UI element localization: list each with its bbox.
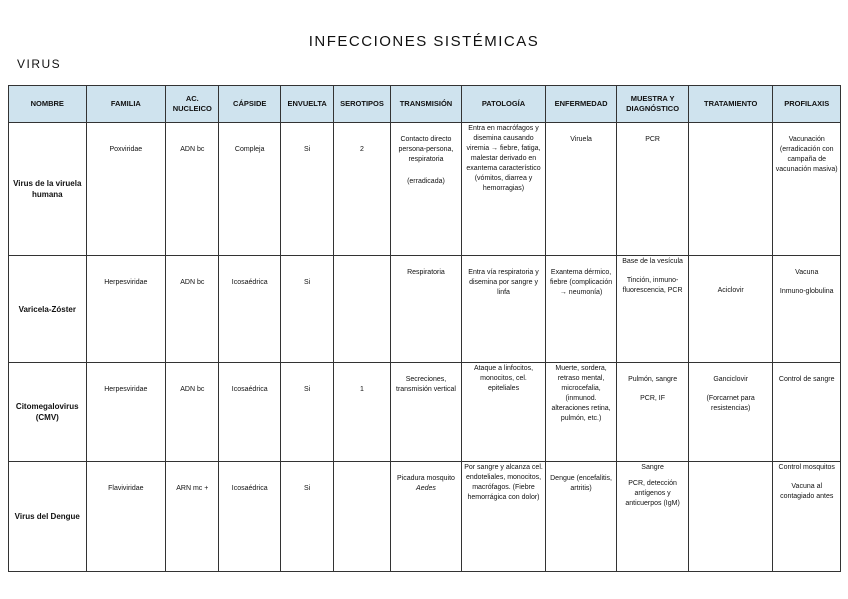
cell-acido: ADN bc — [166, 256, 219, 363]
cell-nombre: Virus del Dengue — [9, 462, 87, 572]
diagnostico-sample: Sangre — [641, 464, 664, 471]
cell-nombre: Varicela-Zóster — [9, 256, 87, 363]
cell-familia: Herpesviridae — [86, 256, 166, 363]
cell-enfermedad: Muerte, sordera, retraso mental, microcefalia, (inmunod. alteraciones retina, pulmón, etc.) — [545, 363, 617, 462]
cell-patologia: Entra en macrófagos y disemina causando viremia → fiebre, fatiga, malestar derivado en exantema característico (vómitos, diarrea y hemorragias) — [462, 123, 546, 256]
cell-envuelta: Si — [280, 123, 333, 256]
table-row — [9, 363, 841, 462]
cell-acido: ARN mc + — [166, 462, 219, 572]
header-transmision: TRANSMISIÓN — [390, 86, 462, 123]
cell-capside: Icosaédrica — [219, 363, 280, 462]
cell-enfermedad: Exantema dérmico, fiebre (complicación → neumonía) — [545, 256, 617, 363]
profilaxis-secondary: Vacuna al contagiado antes — [780, 483, 834, 500]
cell-patologia: Por sangre y alcanza cel. endoteliales, monocitos, macrófagos. (Fiebre hemorrágica con dolor) — [462, 462, 546, 572]
cell-familia: Flaviviridae — [86, 462, 166, 572]
cell-capside: Icosaédrica — [219, 462, 280, 572]
cell-transmision — [390, 462, 462, 572]
cell-transmision: Respiratoria — [390, 256, 462, 363]
header-enfermedad: ENFERMEDAD — [545, 86, 617, 123]
transmision-text: Picadura mosquito — [396, 475, 455, 482]
cell-tratamiento: Aciclovir — [688, 256, 773, 363]
cell-profilaxis: Vacunación (erradicación con campaña de vacunación masiva) — [773, 123, 841, 256]
cell-acido: ADN bc — [166, 363, 219, 462]
header-diagnostico: MUESTRA Y DIAGNÓSTICO — [617, 86, 689, 123]
table-row — [9, 256, 841, 363]
header-familia: FAMILIA — [86, 86, 166, 123]
cell-serotipos — [334, 256, 390, 363]
transmision-vector: Aedes — [416, 485, 436, 492]
profilaxis-secondary: Inmuno-globulina — [779, 288, 834, 295]
section-label: VIRUS — [17, 57, 62, 71]
cell-profilaxis: Control de sangre — [773, 363, 841, 462]
cell-capside: Compleja — [219, 123, 280, 256]
cell-familia: Poxviridae — [86, 123, 166, 256]
diagnostico-method: Tinción, inmuno-fluorescencia, PCR — [622, 277, 683, 294]
profilaxis-primary: Control mosquitos — [778, 464, 835, 471]
profilaxis-primary: Vacuna — [795, 269, 819, 276]
cell-transmision: Secreciones, transmisión vertical — [390, 363, 462, 462]
cell-tratamiento — [688, 363, 773, 462]
cell-profilaxis — [773, 256, 841, 363]
diagnostico-sample: Pulmón, sangre — [628, 376, 678, 383]
cell-serotipos: 2 — [334, 123, 390, 256]
header-capside: CÁPSIDE — [219, 86, 280, 123]
header-serotipos: SEROTIPOS — [334, 86, 390, 123]
cell-diagnostico — [617, 363, 689, 462]
header-envuelta: ENVUELTA — [280, 86, 333, 123]
cell-familia: Herpesviridae — [86, 363, 166, 462]
diagnostico-method: PCR, detección antígenos y anticuerpos (IgM) — [625, 480, 680, 507]
diagnostico-method: PCR, IF — [640, 395, 666, 402]
tratamiento-primary: Ganciclovir — [713, 376, 748, 383]
transmision-text: Contacto directo persona-persona, respiratoria — [398, 136, 454, 163]
cell-diagnostico — [617, 256, 689, 363]
diagnostico-sample: Base de la vesícula — [622, 258, 683, 265]
cell-transmision — [390, 123, 462, 256]
header-nombre: NOMBRE — [9, 86, 87, 123]
table-row — [9, 462, 841, 572]
header-acido-nucleico: AC. NUCLEICO — [166, 86, 219, 123]
cell-diagnostico: PCR — [617, 123, 689, 256]
tratamiento-secondary: (Forcarnet para resistencias) — [706, 395, 755, 412]
cell-acido: ADN bc — [166, 123, 219, 256]
cell-capside: Icosaédrica — [219, 256, 280, 363]
cell-patologia: Ataque a linfocitos, monocitos, cel. epiteliales — [462, 363, 546, 462]
cell-patologia: Entra vía respiratoria y disemina por sangre y linfa — [462, 256, 546, 363]
cell-envuelta: Si — [280, 462, 333, 572]
cell-enfermedad: Dengue (encefalitis, artritis) — [545, 462, 617, 572]
table-row — [9, 123, 841, 256]
header-patologia: PATOLOGÍA — [462, 86, 546, 123]
cell-tratamiento — [688, 462, 773, 572]
cell-diagnostico — [617, 462, 689, 572]
infections-table — [8, 85, 841, 572]
cell-serotipos — [334, 462, 390, 572]
header-row — [9, 86, 841, 123]
cell-nombre: Citomegalovirus (CMV) — [9, 363, 87, 462]
cell-serotipos: 1 — [334, 363, 390, 462]
cell-tratamiento — [688, 123, 773, 256]
header-profilaxis: PROFILAXIS — [773, 86, 841, 123]
cell-nombre: Virus de la viruela humana — [9, 123, 87, 256]
header-tratamiento: TRATAMIENTO — [688, 86, 773, 123]
page-title: INFECCIONES SISTÉMICAS — [308, 33, 540, 50]
cell-envuelta: Si — [280, 363, 333, 462]
cell-enfermedad: Viruela — [545, 123, 617, 256]
cell-profilaxis — [773, 462, 841, 572]
cell-envuelta: Si — [280, 256, 333, 363]
transmision-note: (erradicada) — [407, 178, 445, 185]
